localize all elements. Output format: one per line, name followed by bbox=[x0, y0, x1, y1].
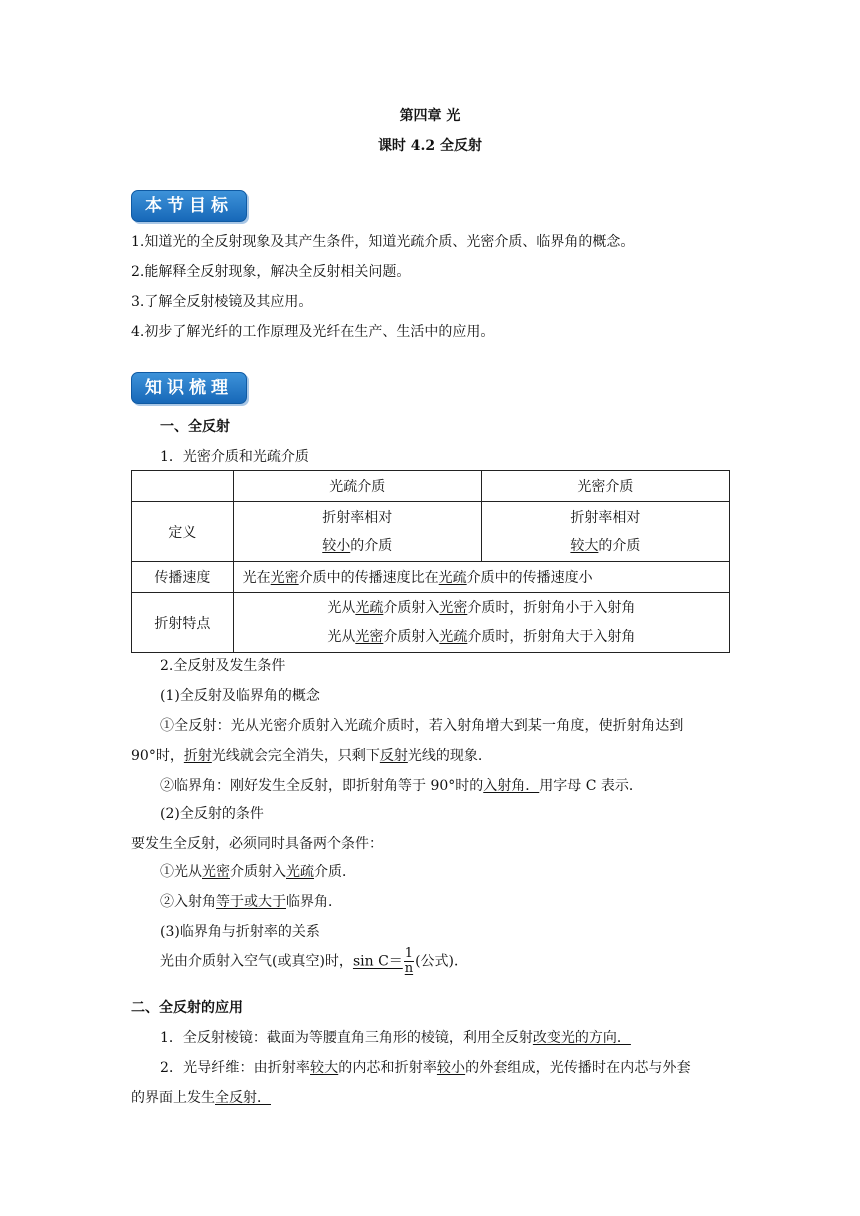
medium-comparison-table bbox=[131, 470, 730, 653]
goal-item: 2.能解释全反射现象，解决全反射相关问题。 bbox=[131, 264, 411, 280]
table-header-sparse: 光疏介质 bbox=[233, 471, 481, 502]
def-sparse-cell: 折射率相对 较小的介质 bbox=[233, 502, 481, 562]
application-item: 1．全反射棱镜：截面为等腰直角三角形的棱镜，利用全反射改变光的方向． bbox=[160, 1030, 631, 1046]
subsection-heading: 1．光密介质和光疏介质 bbox=[160, 449, 309, 465]
section-heading: 一、全反射 bbox=[160, 419, 230, 435]
chapter-title: 第四章 光 bbox=[399, 108, 461, 124]
application-item: 2．光导纤维：由折射率较大的内芯和折射率较小的外套组成，光传播时在内芯与外套 bbox=[160, 1060, 691, 1076]
critical-angle-formula: 光由介质射入空气(或真空)时，sin C＝ $\frac{1}{n}$ (公式)． bbox=[160, 946, 468, 976]
section-heading: 二、全反射的应用 bbox=[131, 1000, 243, 1016]
table-header-empty bbox=[132, 471, 234, 502]
knowledge-badge bbox=[131, 372, 247, 404]
refraction-cell: 光从光疏介质射入光密介质时，折射角小于入射角 光从光密介质射入光疏介质时，折射角大于入射角 bbox=[233, 593, 729, 653]
subsection-heading: (1)全反射及临界角的概念 bbox=[160, 688, 320, 704]
lesson-title: 课时 4.2 全反射 bbox=[377, 138, 483, 154]
row-label-refraction: 折射特点 bbox=[132, 593, 234, 653]
formula-fraction: $\frac{1}{n}$ bbox=[404, 946, 414, 976]
speed-cell: 光在光密介质中的传播速度比在光疏介质中的传播速度小 bbox=[233, 562, 729, 593]
condition-item: ①光从光密介质射入光疏介质． bbox=[160, 864, 356, 880]
row-label-speed: 传播速度 bbox=[132, 562, 234, 593]
condition-item: ②入射角等于或大于临界角． bbox=[160, 894, 342, 910]
def-dense-cell: 折射率相对 较大的介质 bbox=[481, 502, 729, 562]
conditions-intro: 要发生全反射，必须同时具备两个条件： bbox=[131, 836, 383, 852]
application-item-cont: 的界面上发生全反射． bbox=[131, 1090, 271, 1106]
critical-angle-def: ②临界角：刚好发生全反射，即折射角等于 90°时的入射角．用字母 C 表示． bbox=[160, 778, 643, 794]
goal-item: 1.知道光的全反射现象及其产生条件，知道光疏介质、光密介质、临界角的概念。 bbox=[131, 234, 635, 250]
row-label-definition: 定义 bbox=[132, 502, 234, 562]
subsection-heading: (2)全反射的条件 bbox=[160, 806, 264, 822]
goals-badge-label: 本节目标 bbox=[145, 196, 233, 216]
knowledge-badge-label: 知识梳理 bbox=[145, 378, 233, 398]
subsection-heading: (3)临界角与折射率的关系 bbox=[160, 924, 320, 940]
table-header-dense: 光密介质 bbox=[481, 471, 729, 502]
goal-item: 4.初步了解光纤的工作原理及光纤在生产、生活中的应用。 bbox=[131, 324, 495, 340]
total-reflection-def-cont: 90°时，折射光线就会完全消失，只剩下反射光线的现象. bbox=[131, 748, 483, 764]
goal-item: 3.了解全反射棱镜及其应用。 bbox=[131, 294, 313, 310]
goals-badge bbox=[131, 190, 247, 222]
total-reflection-def: ①全反射：光从光密介质射入光疏介质时，若入射角增大到某一角度，使折射角达到 bbox=[160, 718, 684, 734]
subsection-heading: 2.全反射及发生条件 bbox=[160, 658, 286, 674]
